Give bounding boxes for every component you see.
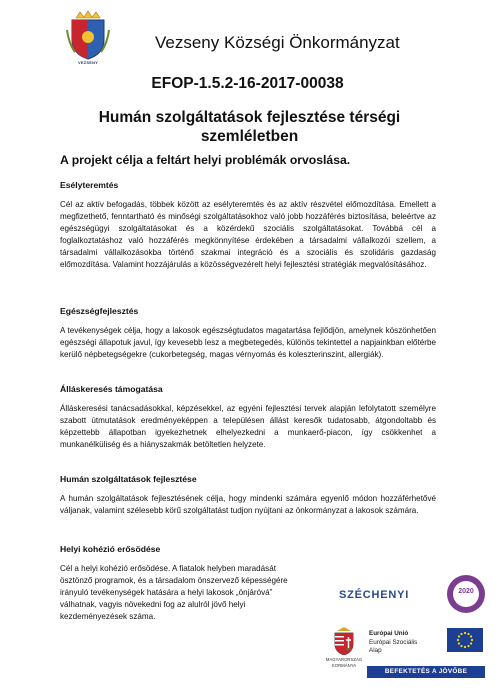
eu-star — [470, 642, 472, 644]
project-code: EFOP-1.5.2-16-2017-00038 — [151, 75, 344, 92]
section-body: Cél a helyi kohézió erősödése. A fiatalok helyben maradását ösztönző programok, és a társadalom önszervező képességére irányuló tevékenységek hatására a helyi lakosok „önjáróvá” válhatnak, vagyis növekedni fog az alulról jövő helyi kezdeményezések száma. — [60, 564, 288, 621]
crest-name: VEZSENY — [77, 60, 99, 65]
eu-star — [458, 642, 460, 644]
eu-line1: Európai Unió — [369, 630, 409, 637]
crest-icon — [66, 10, 110, 60]
hungary-coat-of-arms-icon — [333, 627, 355, 655]
section-body: Álláskeresési tanácsadásokkal, képzésekkel, az egyéni fejlesztési tervek alapján lefolytatott személyre szabott útmutatások eredményeképpen a településen állást keresők tudatosabb, átgondoltabb és képzettebb állapotban igyekezhetnek elhelyezkedni a munkaerő-piacon, így csökkenhet a munkanélküliség és a hiányszakmák betöltetlen helyzete. — [60, 404, 436, 449]
section-human-szolgaltatasok — [60, 474, 436, 517]
eu-star — [464, 646, 466, 648]
section-egeszsegfejlesztes — [60, 306, 436, 361]
eu-star — [464, 632, 466, 634]
section-body: A tevékenységek célja, hogy a lakosok egészségtudatos magatartása fejlődjön, amelynek köszönhetően egészségi állapotuk javul, így kevesebb lesz a megbetegedés, különös tekintettel a napjainkban előtérbe kerülő népbetegségekre (cukorbetegség, magas vérnyomás és koleszterinszint, allergiák). — [60, 326, 436, 359]
project-goal: A projekt célja a feltárt helyi problémák orvoslása. — [60, 153, 351, 167]
section-body: A humán szolgáltatások fejlesztésének célja, hogy mindenki számára egyenlő módon hozzáférhetővé váljanak, valamint szélesebb körű szolgáltatást tudjon nyújtani az önkormányzat a lakosok számára. — [60, 494, 436, 515]
hungary-line2: KORMÁNYA — [331, 662, 357, 668]
section-title: Egészségfejlesztés — [60, 306, 139, 316]
hungarian-government-logo — [322, 627, 366, 691]
szechenyi-year: 2020 — [458, 588, 474, 595]
eu-star — [470, 635, 472, 637]
szechenyi-2020-logo — [339, 573, 487, 615]
eu-star — [467, 633, 469, 635]
eu-line2: Európai Szociális — [369, 638, 418, 646]
hungary-line1: MAGYARORSZÁG — [325, 657, 363, 662]
eu-star — [458, 635, 460, 637]
section-allaskereses — [60, 384, 436, 451]
page-title: Humán szolgáltatások fejlesztése térségi szemléletben — [98, 109, 401, 145]
eu-esf-logo — [367, 626, 487, 686]
section-eselyteremtes — [60, 180, 436, 271]
organization-name: Vezseny Községi Önkormányzat — [155, 33, 400, 52]
eu-star — [457, 639, 459, 641]
eu-banner: BEFEKTETÉS A JÖVŐBE — [367, 666, 485, 678]
szechenyi-ring-icon — [447, 575, 485, 613]
szechenyi-text: SZÉCHENYI — [339, 589, 410, 601]
municipality-crest — [66, 10, 110, 66]
section-title: Humán szolgáltatások fejlesztése — [60, 474, 197, 484]
eu-star — [460, 633, 462, 635]
eu-flag-icon — [447, 628, 483, 652]
eu-star — [471, 639, 473, 641]
eu-line3: Alap — [369, 647, 382, 654]
section-body: Cél az aktív befogadás, többek között az esélyteremtés és az aktív részvétel előmozdítása. Emellett a megfizethető, fenntartható és minőségi szolgáltatásokhoz való jobb hozzáférés biztosítása, beleértve az egészségügyi szolgáltatásokat és a közérdekű szociális szolgáltatásokat. Továbbá cél a foglalkoztatáshoz való hozzáférés megkönnyítése érdekében a társadalmi vállalkozói szellem, a társadalmi vállalkozásokba történő szakmai integráció és a szociális és szolidáris gazdaság előmozdítása. Valamint hozzájárulás a közösségvezérelt helyi fejlesztési stratégiák megvalósításához. — [60, 200, 436, 269]
eu-star — [460, 645, 462, 647]
section-title: Álláskeresés támogatása — [60, 384, 163, 394]
section-title: Helyi kohézió erősödése — [60, 544, 161, 554]
section-title: Esélyteremtés — [60, 180, 119, 190]
eu-star — [467, 645, 469, 647]
